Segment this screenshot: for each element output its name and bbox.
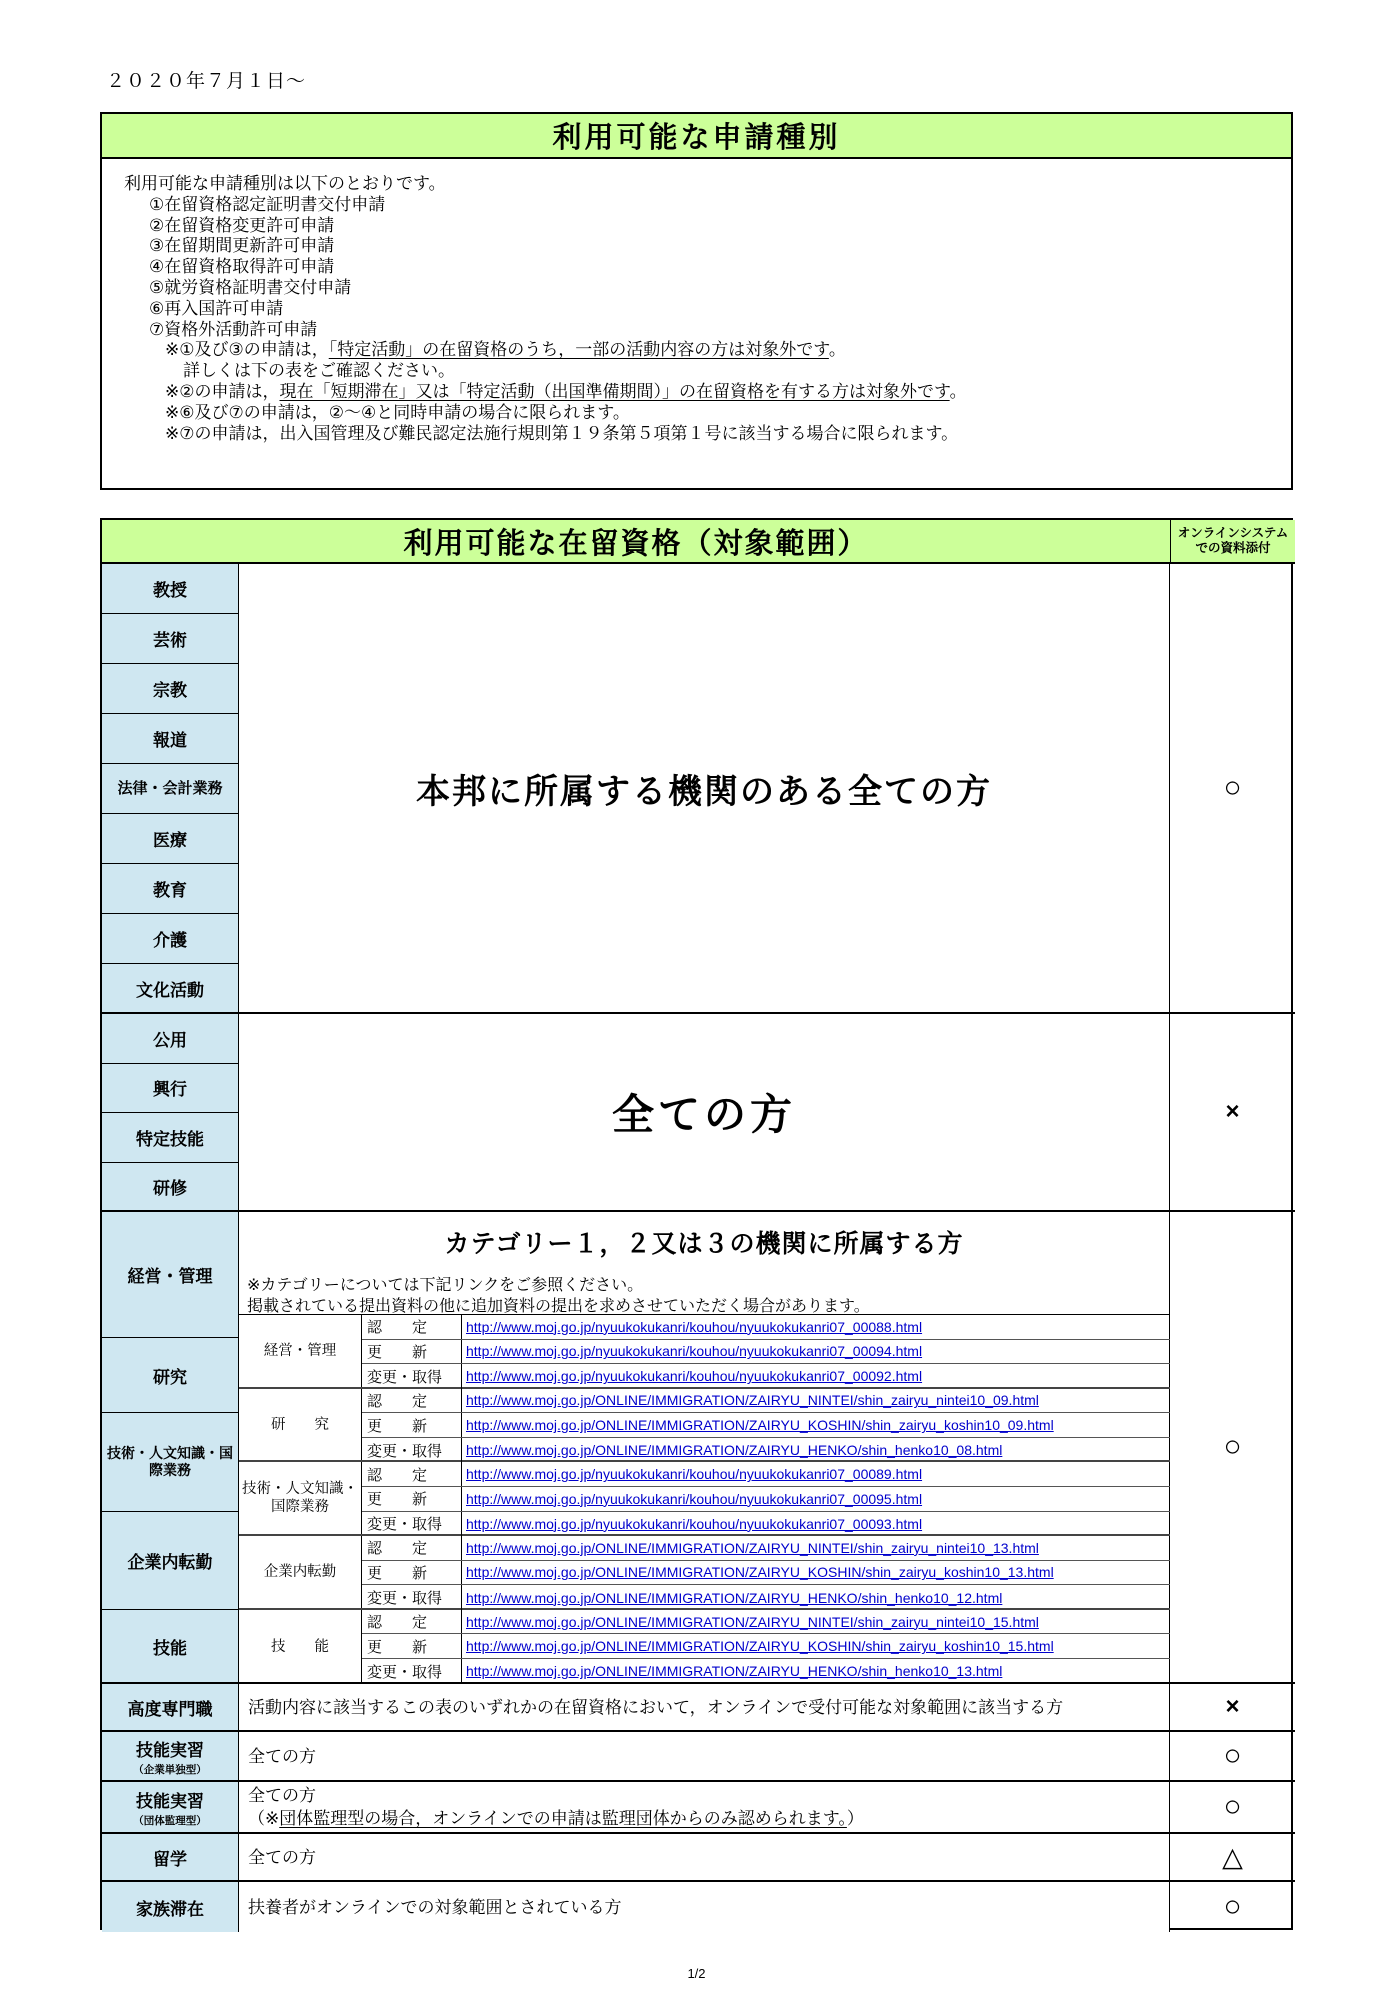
note-line: ※②の申請は，現在「短期滞在」又は「特定活動（出国準備期間）」の在留資格を有する方は対象外です。 [165,381,967,401]
effective-date: ２０２０年７月１日～ [106,71,307,92]
application-types-title: 利用可能な申請種別 [102,114,1291,159]
link-group-label: 技 能 [239,1610,362,1684]
attach-mark-cross: × [1170,1014,1295,1212]
scope-text: 扶養者がオンラインでの対象範囲とされている方 [239,1882,1170,1932]
category-cell: 技能 [102,1610,239,1684]
category-cell: 介護 [102,914,239,964]
link-row [362,1462,1170,1487]
link-url[interactable]: http://www.moj.go.jp/nyuukokukanri/kouhou/nyuukokukanri07_00089.html [466,1466,923,1483]
attach-mark-circle: ○ [1170,564,1295,1014]
attach-mark-triangle: △ [1170,1834,1295,1882]
application-kind: 変更・取得 [362,1512,462,1537]
category-cell: 家族滞在 [102,1882,239,1932]
attach-mark-circle: ○ [1223,1890,1242,1923]
residence-status-table [100,518,1293,1930]
link-row [362,1438,1170,1463]
link-row [362,1315,1170,1340]
link-url[interactable]: http://www.moj.go.jp/ONLINE/IMMIGRATION/ZAIRYU_HENKO/shin_henko10_08.html [466,1442,1003,1459]
scope-text: 全ての方 [239,1732,1170,1782]
application-type-item: ②在留資格変更許可申請 [149,215,335,235]
application-types-intro: 利用可能な申請種別は以下のとおりです。 [124,174,446,193]
category-cell: 教育 [102,864,239,914]
category-cell: 興行 [102,1064,239,1114]
application-kind: 認 定 [362,1315,462,1339]
application-type-item: ④在留資格取得許可申請 [149,257,335,277]
link-url[interactable]: http://www.moj.go.jp/nyuukokukanri/kouhou/nyuukokukanri07_00093.html [466,1515,923,1532]
link-group-label: 経営・管理 [239,1315,362,1387]
link-url[interactable]: http://www.moj.go.jp/ONLINE/IMMIGRATION/ZAIRYU_KOSHIN/shin_zairyu_koshin10_13.html [466,1564,1054,1581]
link-url[interactable]: http://www.moj.go.jp/nyuukokukanri/kouhou/nyuukokukanri07_00095.html [466,1490,923,1507]
category-cell: 特定技能 [102,1113,239,1163]
category-cell: 宗教 [102,664,239,714]
scope-note: （※団体監理型の場合，オンラインでの申請は監理団体からのみ認められます。） [248,1809,864,1828]
link-url-cell [462,1512,1170,1537]
application-kind: 更 新 [362,1487,462,1511]
category-cell: 芸術 [102,614,239,664]
link-url[interactable]: http://www.moj.go.jp/nyuukokukanri/kouhou/nyuukokukanri07_00092.html [466,1368,923,1385]
link-row [362,1585,1170,1610]
application-type-item: ③在留期間更新許可申請 [149,236,335,256]
link-url-cell [462,1634,1170,1658]
attach-mark-circle: ○ [1170,1782,1295,1834]
scope-text-group-b: 全ての方 [239,1014,1170,1212]
link-url-cell [462,1659,1170,1684]
link-url-cell [462,1487,1170,1511]
application-type-item: ①在留資格認定証明書交付申請 [149,194,386,214]
application-kind: 更 新 [362,1634,462,1658]
link-row [362,1389,1170,1414]
attach-mark-circle: ○ [1170,1732,1295,1782]
link-row [362,1413,1170,1438]
category-cell: 研究 [102,1338,239,1413]
scope-text: 活動内容に該当するこの表のいずれかの在留資格において，オンラインで受付可能な対象範囲に該当する方 [239,1684,1170,1732]
link-row [362,1512,1170,1537]
link-row [362,1610,1170,1635]
link-url-cell [462,1536,1170,1560]
link-group [239,1462,1170,1536]
application-kind: 認 定 [362,1610,462,1634]
link-group [239,1315,1170,1389]
category-cell: 技術・人文知識・国際業務 [102,1413,239,1512]
link-group-label: 技術・人文知識・国際業務 [239,1462,362,1534]
attach-column-header: オンラインシステム での資料添付 [1170,520,1295,564]
application-kind: 更 新 [362,1340,462,1364]
category-cell: 法律・会計業務 [102,764,239,814]
link-url[interactable]: http://www.moj.go.jp/ONLINE/IMMIGRATION/ZAIRYU_KOSHIN/shin_zairyu_koshin10_15.html [466,1638,1054,1655]
link-url[interactable]: http://www.moj.go.jp/ONLINE/IMMIGRATION/ZAIRYU_KOSHIN/shin_zairyu_koshin10_09.html [466,1417,1054,1434]
application-types-table [100,112,1293,490]
category-cell: 留学 [102,1834,239,1882]
page-number: 1/2 [687,1966,706,1981]
attach-mark-cross: × [1170,1684,1295,1732]
link-url-cell [462,1389,1170,1413]
group-c-heading: カテゴリー１，２又は３の機関に所属する方 [444,1230,964,1258]
application-kind: 認 定 [362,1536,462,1560]
scope-text: 全ての方 （※団体監理型の場合，オンラインでの申請は監理団体からのみ認められます。） [239,1782,1170,1834]
link-row [362,1536,1170,1561]
category-cell: 教授 [102,564,239,614]
category-cell: 高度専門職 [102,1684,239,1732]
category-cell: 企業内転勤 [102,1512,239,1610]
link-url[interactable]: http://www.moj.go.jp/nyuukokukanri/kouhou/nyuukokukanri07_00094.html [466,1343,923,1360]
link-url-cell [462,1315,1170,1339]
link-url-cell [462,1561,1170,1585]
application-kind: 変更・取得 [362,1585,462,1610]
link-row [362,1340,1170,1365]
application-type-item: ⑦資格外活動許可申請 [149,319,318,339]
residence-table-title: 利用可能な在留資格（対象範囲） [102,520,1170,564]
link-url-cell [462,1438,1170,1463]
category-cell: 技能実習 （団体監理型） [102,1782,239,1834]
link-url-cell [462,1413,1170,1437]
application-kind: 認 定 [362,1389,462,1413]
application-kind: 変更・取得 [362,1438,462,1463]
link-url-cell [462,1462,1170,1486]
category-cell: 公用 [102,1014,239,1064]
link-url-cell [462,1585,1170,1610]
application-kind: 認 定 [362,1462,462,1486]
application-kind: 更 新 [362,1413,462,1437]
category-links-table [239,1314,1170,1684]
scope-text: 全ての方 [239,1834,1170,1882]
group-c-notes: ※カテゴリーについては下記リンクをご参照ください。 掲載されている提出資料の他に追加資料の提出を求めさせていただく場合があります。 [247,1277,870,1315]
link-row [362,1487,1170,1512]
scope-text-group-a: 本邦に所属する機関のある全ての方 [239,564,1170,1014]
link-row [362,1364,1170,1389]
application-kind: 変更・取得 [362,1364,462,1389]
link-group-label: 研 究 [239,1389,362,1461]
note-line: 詳しくは下の表をご確認ください。 [183,361,455,381]
category-cell: 報道 [102,714,239,764]
link-url[interactable]: http://www.moj.go.jp/ONLINE/IMMIGRATION/ZAIRYU_NINTEI/shin_zairyu_nintei10_15.html [466,1613,1039,1630]
application-type-item: ⑤就労資格証明書交付申請 [149,277,352,297]
application-kind: 変更・取得 [362,1659,462,1684]
link-group [239,1610,1170,1684]
note-line: ※⑥及び⑦の申請は，②～④と同時申請の場合に限られます。 [165,402,630,422]
application-kind: 更 新 [362,1561,462,1585]
link-url-cell [462,1340,1170,1364]
category-cell: 技能実習 （企業単独型） [102,1732,239,1782]
link-url[interactable]: http://www.moj.go.jp/ONLINE/IMMIGRATION/ZAIRYU_HENKO/shin_henko10_13.html [466,1663,1003,1680]
note-line: ※⑦の申請は，出入国管理及び難民認定法施行規則第１９条第５項第１号に該当する場合に限られます。 [165,423,959,443]
link-url[interactable]: http://www.moj.go.jp/ONLINE/IMMIGRATION/ZAIRYU_NINTEI/shin_zairyu_nintei10_13.html [466,1539,1039,1556]
category-cell: 経営・管理 [102,1212,239,1338]
link-url[interactable]: http://www.moj.go.jp/ONLINE/IMMIGRATION/ZAIRYU_HENKO/shin_henko10_12.html [466,1589,1003,1606]
link-url-cell [462,1364,1170,1389]
link-row [362,1659,1170,1684]
link-group-label: 企業内転勤 [239,1536,362,1608]
link-url[interactable]: http://www.moj.go.jp/ONLINE/IMMIGRATION/ZAIRYU_NINTEI/shin_zairyu_nintei10_09.html [466,1392,1039,1409]
link-row [362,1561,1170,1586]
category-cell: 文化活動 [102,964,239,1014]
link-url-cell [462,1610,1170,1634]
category-cell: 研修 [102,1163,239,1213]
category-cell: 医療 [102,814,239,864]
link-group [239,1389,1170,1463]
link-group [239,1536,1170,1610]
application-types-body [102,159,1291,444]
link-url[interactable]: http://www.moj.go.jp/nyuukokukanri/kouhou/nyuukokukanri07_00088.html [466,1318,923,1335]
link-row [362,1634,1170,1659]
attach-mark-circle: ○ [1170,1212,1295,1684]
note-line: ※①及び③の申請は，「特定活動」の在留資格のうち，一部の活動内容の方は対象外です。 [165,340,846,360]
application-type-item: ⑥再入国許可申請 [149,298,284,318]
